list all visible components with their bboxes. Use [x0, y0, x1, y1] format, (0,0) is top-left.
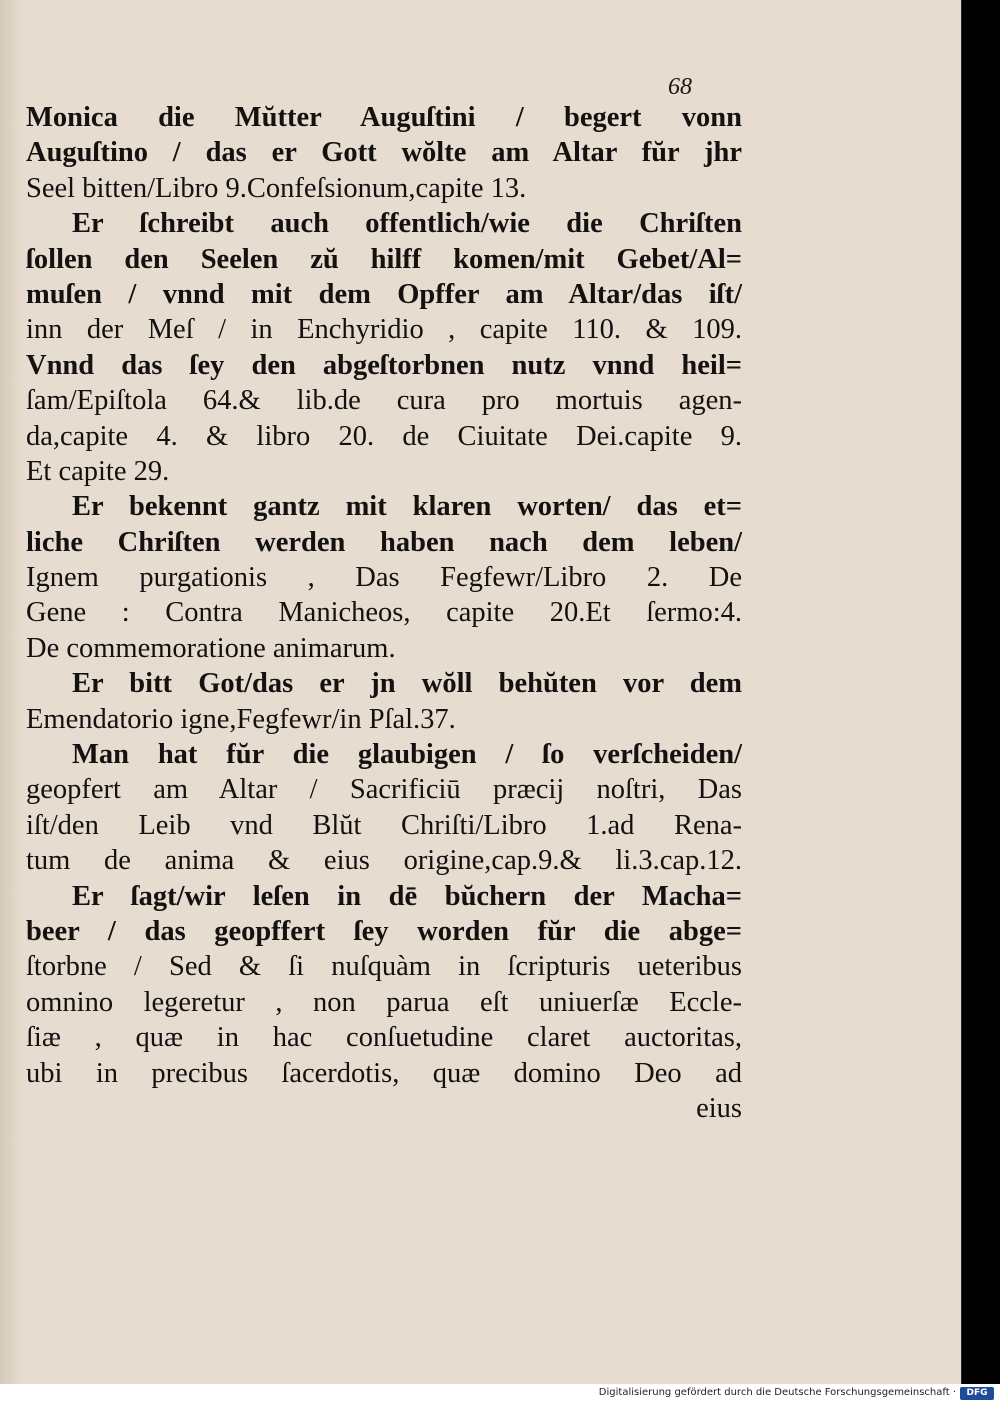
text-line: geopfert am Altar / Sacrificiū præcij noſtri, Das	[26, 774, 742, 806]
text-line: Seel bitten/Libro 9.Confeſsionum,capite 13.	[26, 172, 527, 204]
text-line: da,capite 4. & libro 20. de Ciuitate Dei.capite 9.	[26, 420, 742, 452]
text-line: ſollen den Seelen zŭ hilff komen/mit Gebet/Al=	[26, 243, 742, 275]
text-line: inn der Meſ / in Enchyridio , capite 110. & 109.	[26, 314, 742, 346]
digitization-footer	[0, 1384, 1000, 1404]
text-line: Man hat fŭr die glaubigen / ſo verſcheiden/	[72, 739, 742, 771]
text-line: Et capite 29.	[26, 455, 170, 487]
text-line: De commemoratione animarum.	[26, 632, 396, 664]
text-line: ſiæ , quæ in hac conſuetudine claret auctoritas,	[26, 1022, 742, 1054]
text-line: Er bekennt gantz mit klaren worten/ das et=	[72, 491, 742, 523]
funding-credit: Digitalisierung gefördert durch die Deutsche Forschungsgemeinschaft ·	[598, 1387, 956, 1398]
text-line: Vnnd das ſey den abgeſtorbnen nutz vnnd heil=	[26, 349, 742, 381]
text-line: Auguſtino / das er Gott wŏlte am Altar fŭr jhr	[26, 137, 742, 169]
text-line: Monica die Mŭtter Auguſtini / begert vonn	[26, 102, 742, 133]
text-line: Emendatorio igne,Fegfewr/in Pſal.37.	[26, 703, 456, 735]
text-line: Er bitt Got/das er jn wŏll behŭten vor dem	[72, 668, 742, 700]
text-line: Ignem purgationis , Das Fegfewr/Libro 2. De	[26, 562, 742, 594]
text-line: liche Chriſten werden haben nach dem leben/	[26, 526, 742, 558]
text-line: tum de anima & eius origine,cap.9.& li.3.cap.12.	[26, 845, 742, 877]
page-number: 68	[668, 74, 692, 100]
page-text-block	[26, 100, 742, 1126]
text-line: beer / das geopffert ſey worden fŭr die abge=	[26, 915, 742, 947]
text-line: omnino legeretur , non parua eſt uniuerſæ Eccle-	[26, 986, 742, 1018]
page-gutter-shadow	[0, 0, 22, 1384]
text-line: ſtorbne / Sed & ſi nuſquàm in ſcripturis ueteribus	[26, 951, 742, 983]
dfg-logo-icon: DFG	[960, 1387, 994, 1400]
text-line: iſt/den Leib vnd Blŭt Chriſti/Libro 1.ad Rena-	[26, 809, 742, 841]
text-line: eius	[696, 1092, 742, 1124]
text-line: ſam/Epiſtola 64.& lib.de cura pro mortuis agen-	[26, 385, 742, 417]
text-line: Er ſchreibt auch offentlich/wie die Chriſten	[72, 208, 742, 240]
text-line: muſen / vnnd mit dem Opffer am Altar/das iſt/	[26, 278, 742, 310]
text-line: Gene : Contra Manicheos, capite 20.Et ſermo:4.	[26, 597, 742, 629]
text-line: Er ſagt/wir leſen in dē bŭchern der Macha=	[72, 880, 742, 912]
text-line: ubi in precibus ſacerdotis, quæ domino Deo ad	[26, 1057, 742, 1089]
